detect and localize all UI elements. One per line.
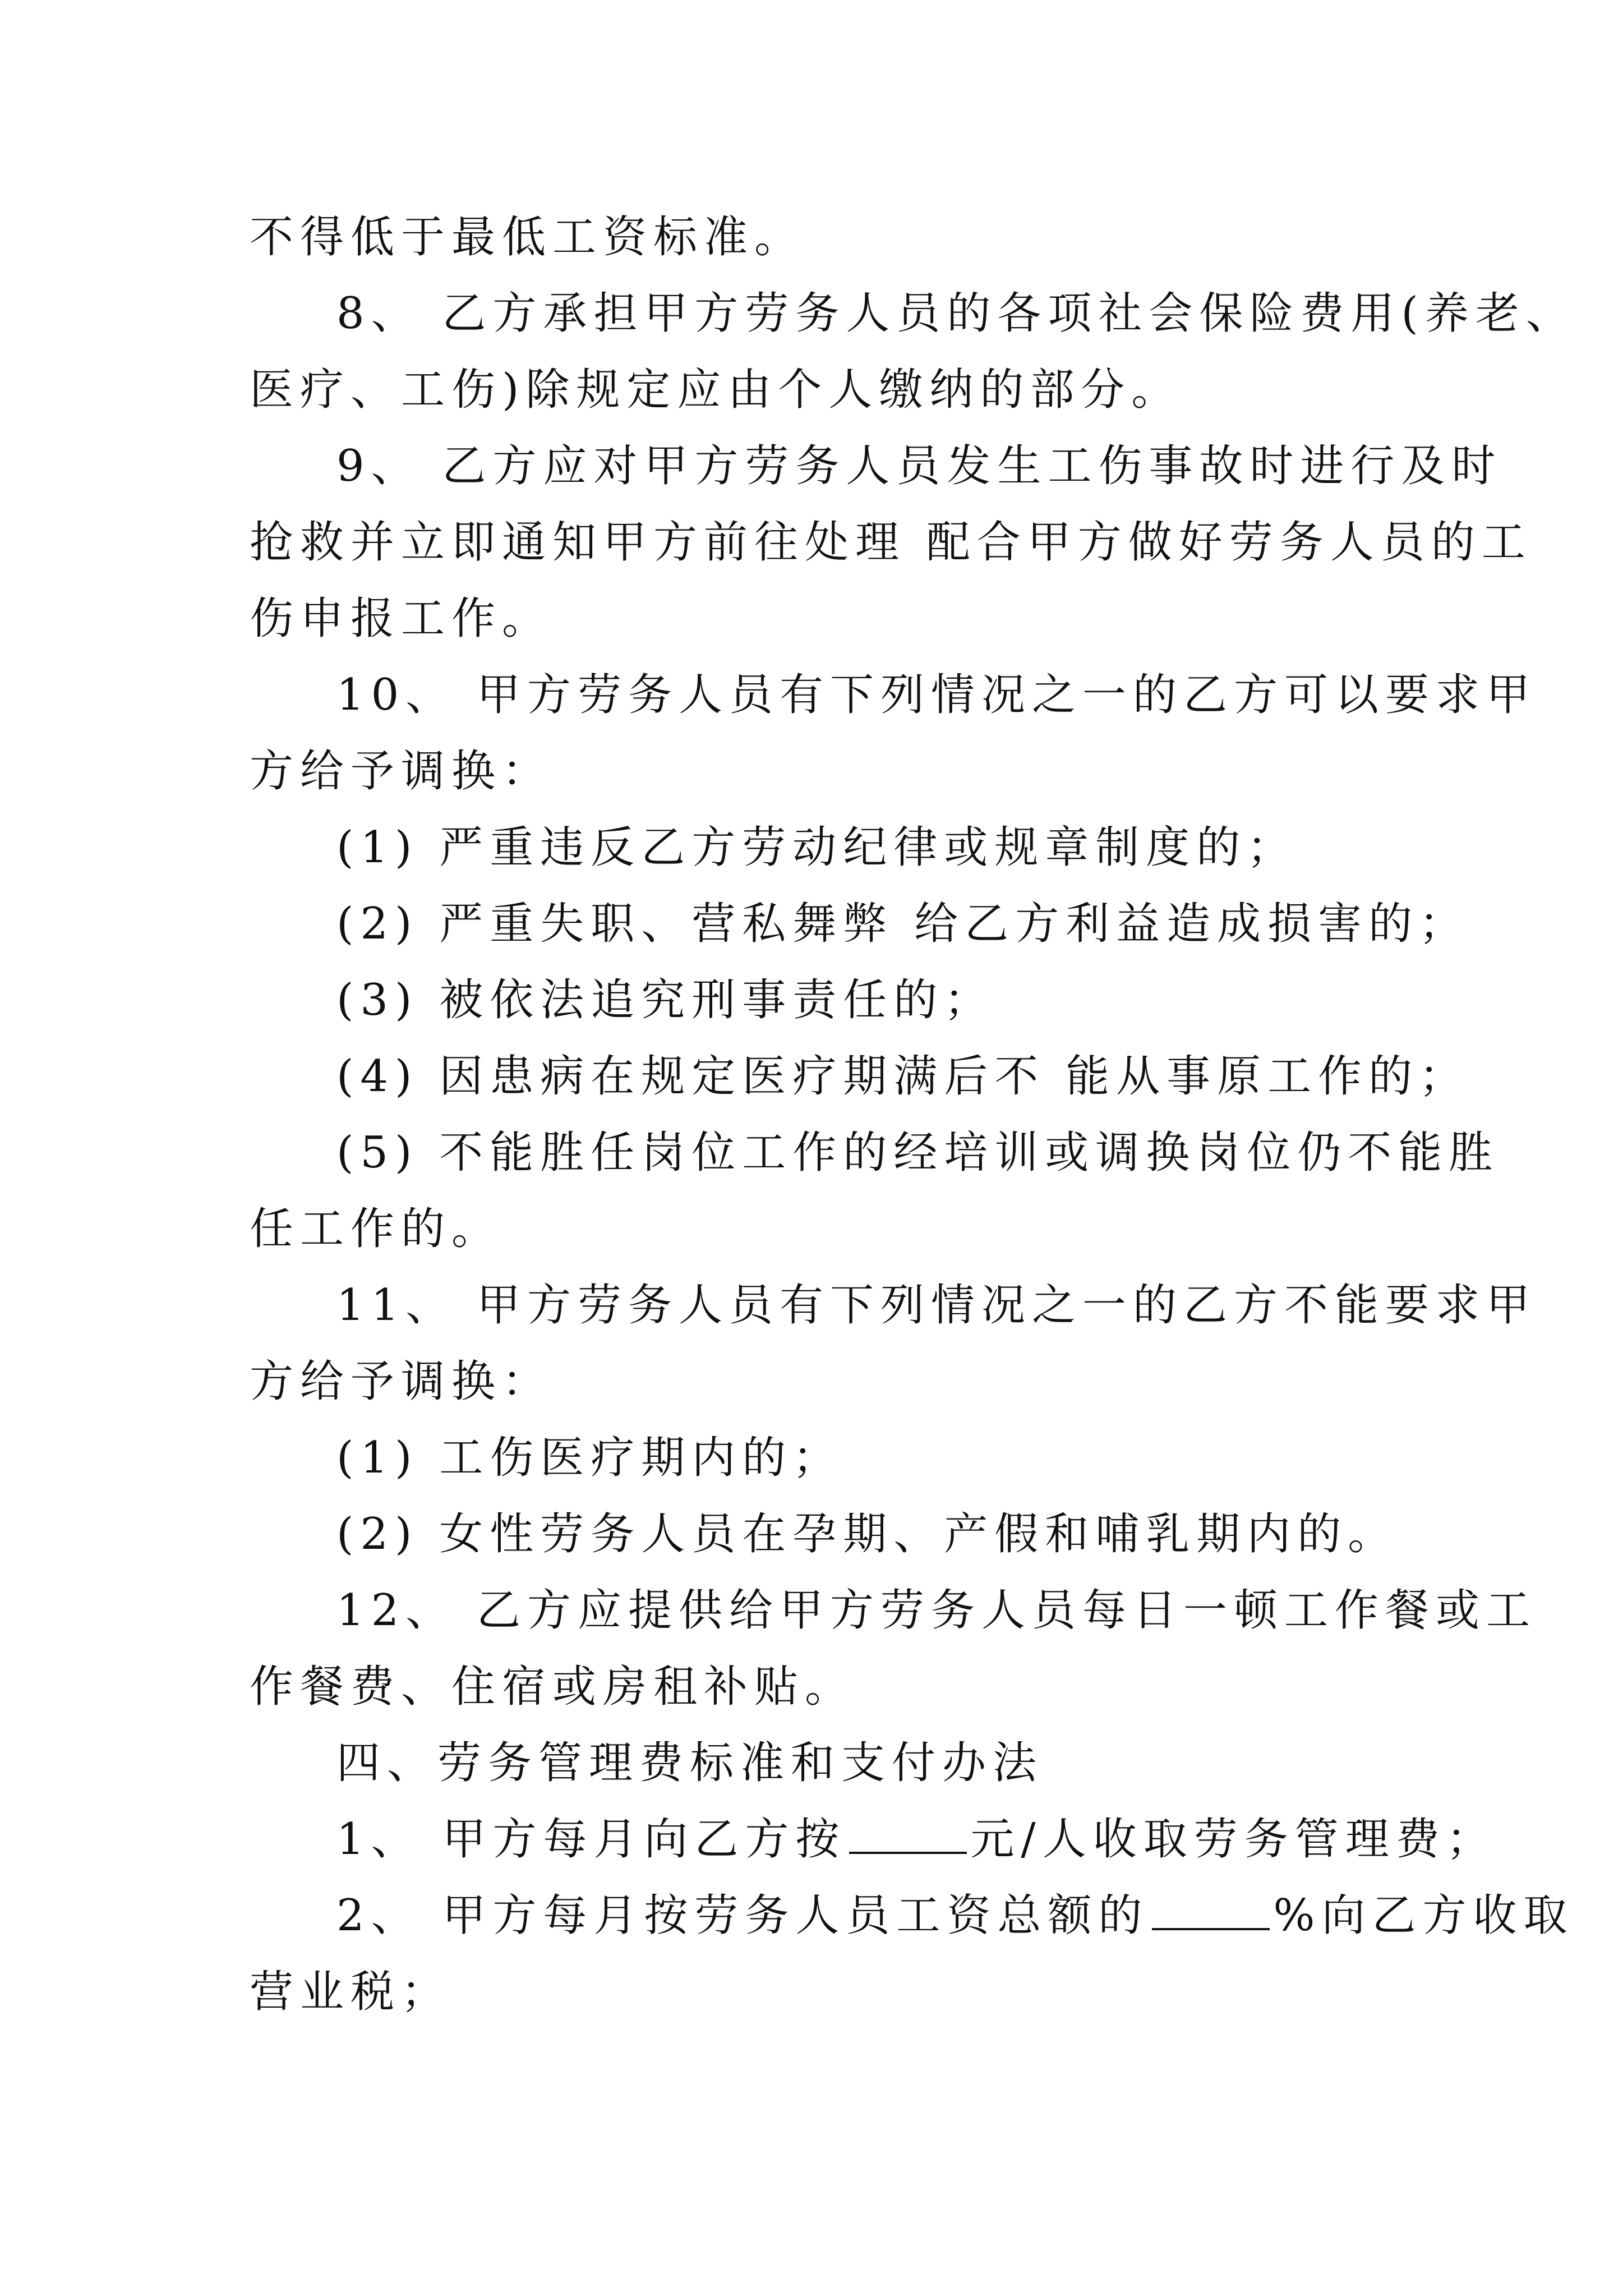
- text-line: 不得低于最低工资标准。: [250, 212, 805, 263]
- text-line: (2) 严重失职、营私舞弊 给乙方利益造成损害的；: [336, 899, 1470, 949]
- section-heading: 四、劳务管理费标准和支付办法: [336, 1738, 1044, 1788]
- text-line: 医疗、工伤)除规定应由个人缴纳的部分。: [250, 365, 1182, 415]
- text-line: 8、 乙方承担甲方劳务人员的各项社会保险费用(养老、: [336, 288, 1576, 339]
- text-line: (2) 女性劳务人员在孕期、产假和哺乳期内的。: [336, 1509, 1399, 1559]
- text-line: 抢救并立即通知甲方前往处理 配合甲方做好劳务人员的工: [250, 517, 1532, 568]
- text-line: 营业税；: [250, 1967, 452, 2017]
- text-line: 12、 乙方应提供给甲方劳务人员每日一顿工作餐或工: [336, 1585, 1537, 1636]
- text-line: 9、 乙方应对甲方劳务人员发生工伤事故时进行及时: [336, 441, 1502, 491]
- text-line: (1) 工伤医疗期内的；: [336, 1433, 843, 1483]
- fee-clause-2-end: %向乙方收取: [1273, 1890, 1574, 1941]
- fill-in-blank: [849, 1818, 967, 1854]
- text-line: 作餐费、住宿或房租补贴。: [250, 1662, 856, 1712]
- fee-clause-1-end: 元/人收取劳务管理费；: [970, 1814, 1497, 1865]
- text-line: (3) 被依法追究刑事责任的；: [336, 975, 995, 1025]
- fee-clause-1-start: 1、 甲方每月向乙方按: [336, 1814, 846, 1865]
- fee-clause-2: [250, 1878, 1574, 1954]
- text-line: 任工作的。: [250, 1204, 502, 1254]
- text-line: 方给予调换：: [250, 1356, 553, 1407]
- fee-clause-2-start: 2、 甲方每月按劳务人员工资总额的: [336, 1890, 1149, 1941]
- document-body: [250, 199, 1576, 2030]
- fill-in-blank: [1152, 1894, 1270, 1930]
- text-line: 方给予调换：: [250, 746, 553, 797]
- fee-clause-1: [250, 1801, 1497, 1878]
- text-line: (5) 不能胜任岗位工作的经培训或调换岗位仍不能胜: [336, 1128, 1500, 1178]
- text-line: 伤申报工作。: [250, 593, 553, 644]
- text-line: (1) 严重违反乙方劳动纪律或规章制度的；: [336, 822, 1298, 873]
- text-line: (4) 因患病在规定医疗期满后不 能从事原工作的；: [336, 1051, 1470, 1102]
- text-line: 10、 甲方劳务人员有下列情况之一的乙方可以要求甲: [336, 670, 1537, 720]
- text-line: 11、 甲方劳务人员有下列情况之一的乙方不能要求甲: [336, 1280, 1537, 1331]
